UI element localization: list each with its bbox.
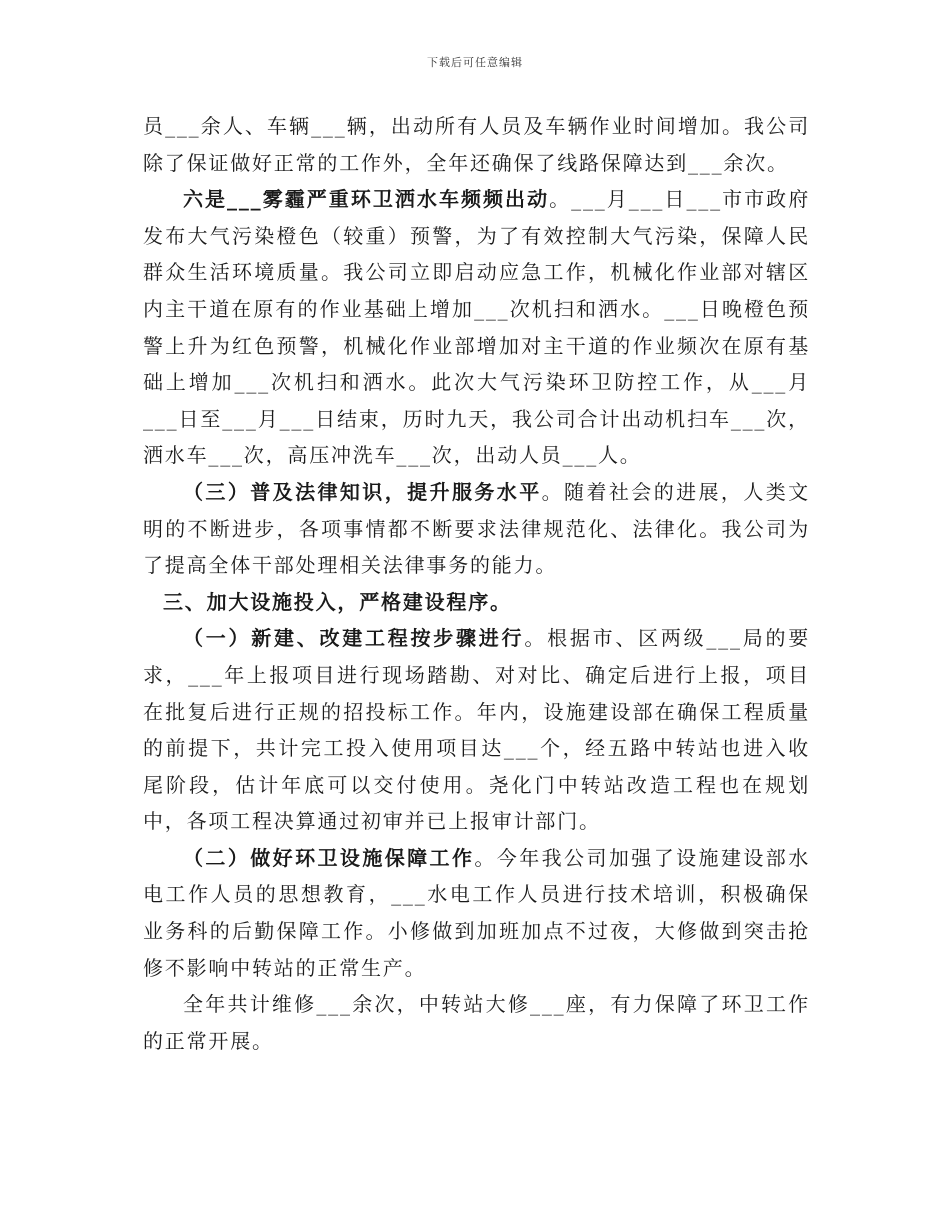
- paragraph-text: 。今年我公司加强了设施建设部水电工作人员的思想教育，___水电工作人员进行技术培训，积极确保业务科的后勤保障工作。小修做到加班加点不过夜，大修做到突击抢修不影响中转站的正常生产。: [143, 845, 810, 980]
- paragraph-text: 。根据市、区两级___局的要求，___年上报项目进行现场踏勘、对对比、确定后进行上报，项目在批复后进行正规的招投标工作。年内，设施建设部在确保工程质量的前提下，共计完工投入使用项目达___个，经五路中转站也进入收尾阶段，估计年底可以交付使用。尧化门中转站改造工程也在规划中，各项工程决算通过初审并已上报审计部门。: [143, 626, 811, 834]
- page-header: 下载后可任意编辑: [427, 56, 523, 69]
- paragraph-lead: 六是___雾霾严重环卫洒水车频频出动: [183, 187, 550, 212]
- section-heading: 三、加大设施投入，严格建设程序。: [163, 589, 512, 614]
- paragraph-continuation: 员___余人、车辆___辆，出动所有人员及车辆作业时间增加。我公司除了保证做好正常的工作外，全年还确保了线路保障达到___余次。: [143, 114, 810, 175]
- paragraph-repair-summary: 全年共计维修___余次，中转站大修___座，有力保障了环卫工作的正常开展。: [143, 992, 810, 1053]
- paragraph-text: 。随着社会的进展，人类文明的不断进步，各项事情都不断要求法律规范化、法律化。我公司为了提高全体干部处理相关法律事务的能力。: [143, 479, 810, 578]
- paragraph-lead: （三）普及法律知识，提升服务水平: [183, 479, 542, 504]
- paragraph-lead: （二）做好环卫设施保障工作: [183, 845, 475, 870]
- paragraph-new-construction: [143, 620, 810, 840]
- document-body: [143, 108, 810, 1059]
- paragraph-legal-knowledge: [143, 474, 810, 584]
- paragraph-lead: （一）新建、改建工程按步骤进行: [183, 626, 525, 651]
- paragraph-smog-response: [143, 181, 810, 474]
- paragraph-text: 。___月___日___市市政府发布大气污染橙色（较重）预警，为了有效控制大气污染，保障人民群众生活环境质量。我公司立即启动应急工作，机械化作业部对辖区内主干道在原有的作业基础上增加___次机扫和洒水。___日晚橙色预警上升为红色预警，机械化作业部增加对主干道的作业频次在原有基础上增加___次机扫和洒水。此次大气污染环卫防控工作，从___月___日至___月___日结束，历时九天，我公司合计出动机扫车___次，洒水车___次，高压冲洗车___次，出动人员___人。: [143, 187, 810, 468]
- paragraph-facility-support: [143, 840, 810, 986]
